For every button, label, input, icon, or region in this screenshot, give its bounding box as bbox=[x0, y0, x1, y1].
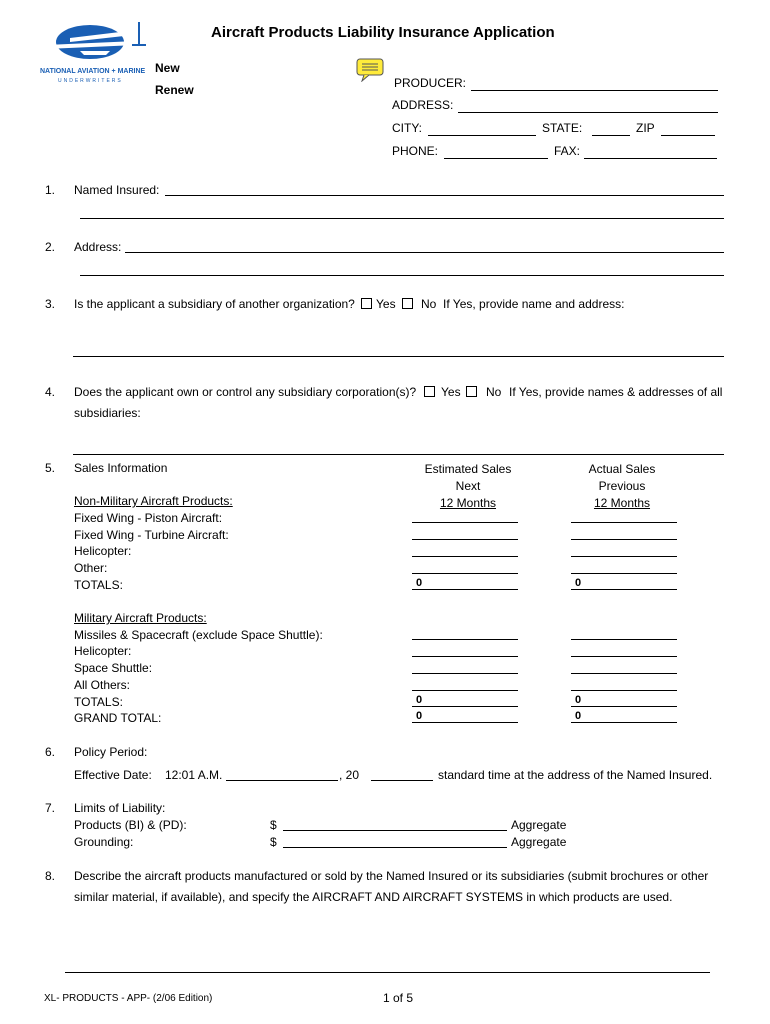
address-field[interactable] bbox=[125, 252, 724, 253]
q4-yes-label: Yes bbox=[441, 385, 461, 399]
q5-number: 5. bbox=[45, 461, 56, 475]
form-id: XL- PRODUCTS - APP- (2/06 Edition) bbox=[44, 993, 213, 1004]
effective-time: 12:01 A.M. bbox=[165, 768, 223, 782]
phone-label: PHONE: bbox=[392, 144, 439, 158]
logo-text: NATIONAL AVIATION + MARINE bbox=[40, 68, 146, 75]
sales-info-label: Sales Information bbox=[74, 461, 168, 475]
mil-act-field[interactable] bbox=[571, 661, 677, 674]
actual-sales-header: Actual Sales Previous 12 Months bbox=[588, 462, 656, 510]
named-insured-label: Named Insured: bbox=[74, 183, 160, 197]
mil-row-label: GRAND TOTAL: bbox=[74, 711, 162, 725]
q1-number: 1. bbox=[45, 183, 56, 197]
nonmil-act-field[interactable] bbox=[571, 527, 677, 540]
grand-total-act[interactable]: 0 bbox=[571, 710, 677, 723]
nonmil-est-field[interactable] bbox=[412, 510, 518, 523]
nonmil-row-label: Other: bbox=[74, 561, 108, 575]
mil-row-label: Space Shuttle: bbox=[74, 661, 153, 675]
q3-no-checkbox[interactable] bbox=[402, 298, 413, 309]
nonmil-act-field[interactable] bbox=[571, 561, 677, 574]
limits-label: Limits of Liability: bbox=[74, 801, 166, 815]
producer-address-field[interactable] bbox=[458, 112, 718, 113]
page-title: Aircraft Products Liability Insurance Application bbox=[211, 24, 555, 41]
nonmil-row-label: Fixed Wing - Turbine Aircraft: bbox=[74, 528, 229, 542]
named-insured-field[interactable] bbox=[165, 195, 724, 196]
phone-field[interactable] bbox=[444, 158, 548, 159]
q8-text-line2: similar material, if available), and specify the AIRCRAFT AND AIRCRAFT SYSTEMS in which products are used. bbox=[74, 890, 673, 904]
q4-answer-field[interactable] bbox=[73, 454, 724, 455]
q2-number: 2. bbox=[45, 240, 56, 254]
non-military-heading: Non-Military Aircraft Products: bbox=[74, 494, 233, 508]
grand-total-est[interactable]: 0 bbox=[412, 710, 518, 723]
mil-row-label: Helicopter: bbox=[74, 644, 132, 658]
address-field-2[interactable] bbox=[80, 275, 724, 276]
renew-option[interactable]: Renew bbox=[155, 83, 194, 97]
q4-yes-checkbox[interactable] bbox=[424, 386, 435, 397]
products-limit-field[interactable] bbox=[283, 830, 507, 831]
producer-label: PRODUCER: bbox=[394, 76, 467, 90]
q3-answer-field[interactable] bbox=[73, 356, 724, 357]
mil-row-label: All Others: bbox=[74, 678, 131, 692]
nonmil-act-total[interactable]: 0 bbox=[571, 577, 677, 590]
page-number: 1 of 5 bbox=[383, 991, 414, 1005]
effective-date-field[interactable] bbox=[226, 780, 338, 781]
q6-number: 6. bbox=[45, 745, 56, 759]
q4-followup: If Yes, provide names & addresses of all bbox=[509, 385, 723, 399]
nonmil-est-field[interactable] bbox=[412, 527, 518, 540]
fax-label: FAX: bbox=[554, 144, 581, 158]
q4-number: 4. bbox=[45, 385, 56, 399]
new-option[interactable]: New bbox=[155, 61, 180, 75]
q8-text-line1: Describe the aircraft products manufactured or sold by the Named Insured or its subsidiaries (submit brochures or other bbox=[74, 869, 709, 883]
estimated-sales-header: Estimated Sales Next 12 Months bbox=[424, 462, 512, 510]
products-currency: $ bbox=[270, 818, 277, 832]
address-label: ADDRESS: bbox=[392, 98, 454, 112]
grounding-limit-field[interactable] bbox=[283, 847, 507, 848]
mil-est-field[interactable] bbox=[412, 627, 518, 640]
company-logo bbox=[40, 18, 152, 88]
zip-label: ZIP bbox=[636, 121, 655, 135]
mil-act-field[interactable] bbox=[571, 627, 677, 640]
q3-number: 3. bbox=[45, 297, 56, 311]
nonmil-est-total[interactable]: 0 bbox=[412, 577, 518, 590]
nonmil-row-label: Fixed Wing - Piston Aircraft: bbox=[74, 511, 223, 525]
mil-row-label: Missiles & Spacecraft (exclude Space Shuttle): bbox=[74, 628, 323, 642]
nonmil-act-field[interactable] bbox=[571, 510, 677, 523]
mil-est-field[interactable] bbox=[412, 678, 518, 691]
mil-act-field[interactable] bbox=[571, 644, 677, 657]
products-aggregate: Aggregate bbox=[511, 818, 567, 832]
mil-est-field[interactable] bbox=[412, 661, 518, 674]
products-limit-label: Products (BI) & (PD): bbox=[74, 818, 187, 832]
logo-subtext: UNDERWRITERS bbox=[58, 78, 123, 84]
state-field[interactable] bbox=[592, 135, 630, 136]
nonmil-est-field[interactable] bbox=[412, 544, 518, 557]
nonmil-row-label: TOTALS: bbox=[74, 578, 123, 592]
note-comment-icon[interactable] bbox=[356, 58, 384, 82]
city-field[interactable] bbox=[428, 135, 536, 136]
grounding-aggregate: Aggregate bbox=[511, 835, 567, 849]
q3-yes-label: Yes bbox=[376, 297, 396, 311]
mil-act-field[interactable] bbox=[571, 678, 677, 691]
nonmil-act-field[interactable] bbox=[571, 544, 677, 557]
effective-date-label: Effective Date: bbox=[74, 768, 152, 782]
mil-act-total[interactable]: 0 bbox=[571, 694, 677, 707]
producer-field[interactable] bbox=[471, 90, 718, 91]
zip-field[interactable] bbox=[661, 135, 715, 136]
fax-field[interactable] bbox=[584, 158, 717, 159]
military-heading: Military Aircraft Products: bbox=[74, 611, 207, 625]
footer-divider bbox=[65, 972, 710, 973]
q4-no-label: No bbox=[486, 385, 502, 399]
standard-time-text: standard time at the address of the Named Insured. bbox=[438, 768, 713, 782]
city-label: CITY: bbox=[392, 121, 423, 135]
grounding-currency: $ bbox=[270, 835, 277, 849]
q4-no-checkbox[interactable] bbox=[466, 386, 477, 397]
q3-yes-checkbox[interactable] bbox=[361, 298, 372, 309]
mil-est-field[interactable] bbox=[412, 644, 518, 657]
year-prefix: , 20 bbox=[339, 768, 360, 782]
q3-followup: If Yes, provide name and address: bbox=[443, 297, 625, 311]
nonmil-est-field[interactable] bbox=[412, 561, 518, 574]
airplane-logo-icon bbox=[40, 18, 152, 68]
q4-followup-2: subsidiaries: bbox=[74, 406, 141, 420]
mil-row-label: TOTALS: bbox=[74, 695, 123, 709]
q7-number: 7. bbox=[45, 801, 56, 815]
nonmil-row-label: Helicopter: bbox=[74, 544, 132, 558]
mil-est-total[interactable]: 0 bbox=[412, 694, 518, 707]
q3-question: Is the applicant a subsidiary of another organization? bbox=[74, 297, 355, 311]
effective-year-field[interactable] bbox=[371, 780, 433, 781]
state-label: STATE: bbox=[542, 121, 583, 135]
policy-period-label: Policy Period: bbox=[74, 745, 148, 759]
q8-number: 8. bbox=[45, 869, 56, 883]
named-insured-field-2[interactable] bbox=[80, 218, 724, 219]
q3-no-label: No bbox=[421, 297, 437, 311]
q4-question: Does the applicant own or control any subsidiary corporation(s)? bbox=[74, 385, 417, 399]
grounding-limit-label: Grounding: bbox=[74, 835, 134, 849]
address-q-label: Address: bbox=[74, 240, 122, 254]
